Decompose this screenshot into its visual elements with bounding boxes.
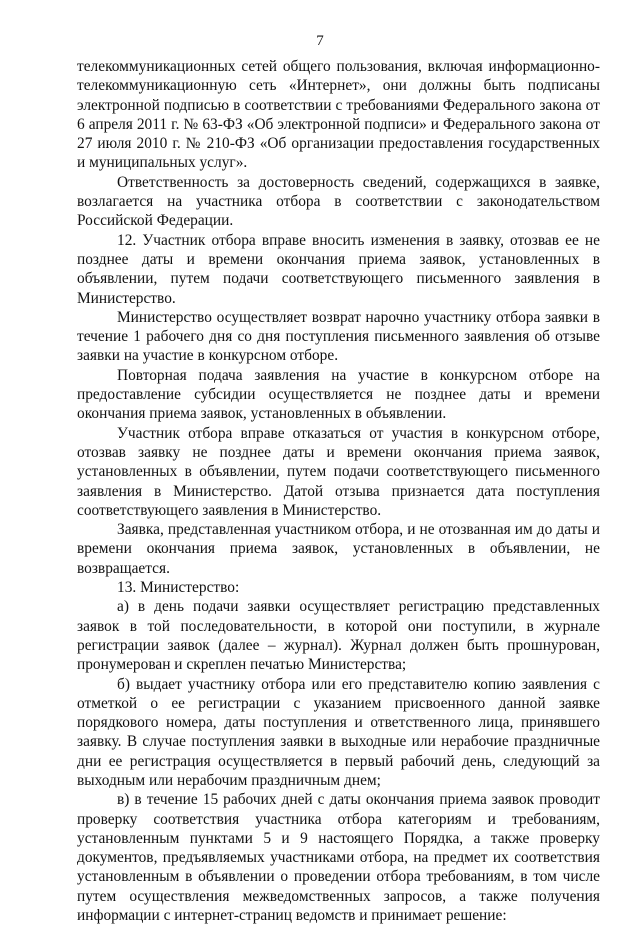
paragraph-return-application: Министерство осуществляет возврат нарочно участнику отбора заявки в течение 1 рабочего дня со дня поступления письменного заявления об отзыве заявки на участие в конкурсном отборе. xyxy=(77,308,600,365)
paragraph-item-13-b: б) выдает участнику отбора или его представителю копию заявления с отметкой о ее регистрации с указанием присвоенного данной заявке порядкового номера, даты поступления и ответственного лица, принявшего заявку. В случае поступления заявки в выходные или нерабочие праздничные дни ее регистрация осуществляется в первый рабочий день, следующий за выходным или нерабочим праздничным днем; xyxy=(77,675,600,789)
paragraph-item-12: 12. Участник отбора вправе вносить изменения в заявку, отозвав ее не позднее даты и времени окончания приема заявок, установленных в объявлении, путем подачи соответствующего письменного заявления в Министерство. xyxy=(77,231,600,307)
paragraph-not-returned: Заявка, представленная участником отбора, и не отозванная им до даты и времени окончания приема заявок, установленных в объявлении, не возвращается. xyxy=(77,521,600,577)
paragraph-item-13-v: в) в течение 15 рабочих дней с даты окончания приема заявок проводит проверку соответствия участника отбора категориям и требованиям, установленным пунктами 5 и 9 настоящего Порядка, а также проверку документов, предъявляемых участниками отбора, на предмет их соответствия установленным в объявлении о проведении отбора требованиям, в том числе путем осуществления межведомственных запросов, а также получения информации с интернет-страниц ведомств и принимает решение: xyxy=(77,791,600,925)
page-number: 7 xyxy=(316,33,324,49)
paragraph-resubmission: Повторная подача заявления на участие в конкурсном отборе на предоставление субсидии осуществляется не позднее даты и времени окончания приема заявок, установленных в объявлении. xyxy=(77,366,600,423)
paragraph-responsibility: Ответственность за достоверность сведений, содержащихся в заявке, возлагается на участника отбора в соответствии с законодательством Российской Федерации. xyxy=(77,173,600,230)
paragraph-withdrawal: Участник отбора вправе отказаться от участия в конкурсном отборе, отозвав заявку не позднее даты и времени окончания приема заявок, установленных в объявлении, путем подачи соответствующего письменного заявления в Министерство. Датой отзыва признается дата поступления соответствующего заявления в Министерство. xyxy=(77,424,600,519)
document-body xyxy=(77,57,600,925)
paragraph-item-13-a: а) в день подачи заявки осуществляет регистрацию представленных заявок в той последовательности, в которой они поступили, в журнале регистрации заявок (далее – журнал). Журнал должен быть прошнурован, пронумерован и скреплен печатью Министерства; xyxy=(77,598,600,674)
paragraph-continuation: телекоммуникационных сетей общего пользования, включая информационно-телекоммуникационную сеть «Интернет», они должны быть подписаны электронной подписью в соответствии с требованиями Федерального закона от 6 апреля 2011 г. № 63-ФЗ «Об электронной подписи» и Федерального закона от 27 июля 2010 г. № 210-ФЗ «Об организации предоставления государственных и муниципальных услуг». xyxy=(77,58,600,172)
paragraph-item-13: 13. Министерство: xyxy=(117,579,240,597)
